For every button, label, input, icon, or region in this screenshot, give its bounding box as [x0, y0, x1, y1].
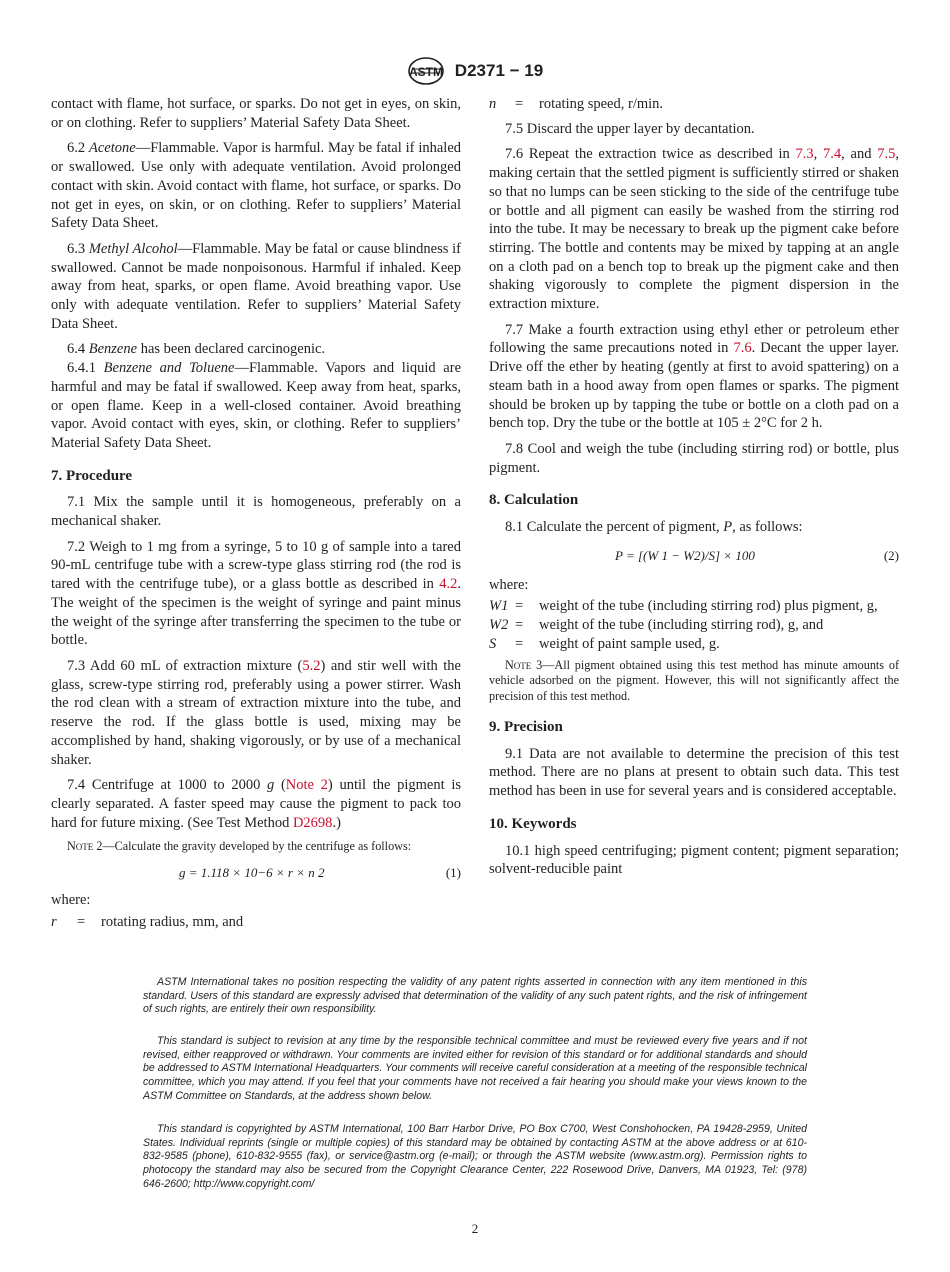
clause-text: . Decant the upper layer. Drive off the ether by heating (gently at first to avoid spattering) on a steam bath in a hood away from open flames or sparks. The pigment should be broken up by tapping the tube or bottle on a cloth pad on a bench top. Dry the tube or the bottle at 105 ± 2°C for 2 h. — [489, 340, 899, 432]
definition-equals: = — [515, 617, 524, 634]
svg-text:ASTM: ASTM — [408, 65, 443, 79]
footer-patent-notice — [143, 976, 807, 1017]
hazard-term: Benzene and Toluene — [103, 360, 235, 377]
clause-text: 7.4 Centrifuge at 1000 to 2000 — [67, 777, 268, 794]
clause-number: 6.2 — [67, 140, 89, 157]
definition-symbol: S — [489, 635, 497, 652]
definition-symbol: r — [51, 913, 57, 930]
definition-text: weight of the tube (including stirring rod), g, and — [539, 617, 824, 634]
paragraph-7-7 — [489, 321, 899, 433]
definition-symbol: W1 — [489, 598, 509, 615]
definition-equals: = — [515, 96, 524, 112]
hazard-term: Benzene — [88, 341, 138, 358]
paragraph-7-6 — [489, 145, 899, 313]
definition-text: weight of paint sample used, g. — [539, 635, 720, 652]
definition-text: rotating speed, r/min. — [539, 96, 664, 112]
reference-link-note-2[interactable]: Note 2 — [285, 777, 328, 794]
clause-text: 7.2 Weigh to 1 mg from a syringe, 5 to 10 g of sample into a tared 90-mL centrifuge tube with a screw-type glass stirring rod (the rod is tared with the centrifuge tube), or a glass bottle as described in — [51, 538, 461, 593]
equation-number: (2) — [883, 547, 899, 563]
definition-equals: = — [515, 598, 524, 615]
astm-logo-icon — [407, 56, 445, 86]
hazard-term: Methyl Alcohol — [88, 240, 178, 257]
where-label: where: — [489, 576, 529, 593]
hazard-term: Acetone — [88, 140, 136, 157]
note-text: —All pigment obtained using this test method has minute amounts of vehicle adsorbed on the pigment. However, this will not significantly affect the precision of this test method. — [489, 657, 900, 703]
footer-text: This standard is copyrighted by ASTM International, 100 Barr Harbor Drive, PO Box C700, West Conshohocken, PA 19428-2959, United States. Individual reprints (single or multiple copies) of this standard may be obtained by contacting ASTM at the above address or at 610-832-9585 (phone), 610-832-9555 (fax), or service@astm.org (e-mail); or through the ASTM website (www.astm.org). Permission rights to photocopy the standard may also be secured from the Copyright Clearance Center, 222 Rosewood Drive, Danvers, MA 01923, Tel: (978) 646-2600; http://www.copyright.com/ — [143, 1123, 807, 1190]
footer-revision-notice — [143, 1035, 807, 1104]
clause-text: ) and stir well with the glass, screw-type stirring rod, preferably using a power stirrer. Wash the rod clean with a stream of extraction mixture into the tube, and reserve the rod. If the glass bottle is used, mixing may be accomplished by hand, shaking vigorously, or by use of a mechanical shaker. — [51, 657, 461, 768]
footer-text: This standard is subject to revision at any time by the responsible technical committee and must be reviewed every five years and if not revised, either reapproved or withdrawn. Your comments are invited either for revision of this standard or for additional standards and should be addressed to ASTM International Headquarters. Your comments will receive careful consideration at a meeting of the responsible technical committee, which you may attend. If you feel that your comments have not received a fair hearing you should make your views known to the ASTM Committee on Standards, at the address shown below. — [143, 1035, 807, 1102]
footer-text: ASTM International takes no position respecting the validity of any patent rights asserted in connection with any item mentioned in this standard. Users of this standard are expressly advised that determination of the validity of any such patent rights, and the risk of infringement of such rights, are entirely their own responsibility. — [143, 976, 807, 1016]
clause-number: 6.3 — [67, 240, 89, 257]
clause-text: ( — [274, 777, 286, 794]
paragraph-6-4 — [51, 340, 461, 359]
clause-text: 7.6 Repeat the extraction twice as described in — [505, 146, 796, 163]
reference-link-5-2[interactable]: 5.2 — [302, 657, 321, 674]
section-heading-procedure: 7. Procedure — [51, 467, 133, 484]
reference-link-7-4[interactable]: 7.4 — [823, 146, 842, 163]
paragraph-7-2 — [51, 538, 461, 650]
right-column — [489, 95, 899, 886]
where-label: where: — [51, 891, 91, 908]
note-3 — [489, 658, 899, 705]
note-label: Note 2 — [67, 839, 103, 854]
section-heading-keywords: 10. Keywords — [489, 815, 577, 832]
document-designation: D2371 − 19 — [454, 61, 544, 80]
section-heading-precision: 9. Precision — [489, 719, 563, 736]
definition-w1 — [489, 597, 899, 616]
equation-number: (1) — [445, 864, 461, 880]
definition-symbol: W2 — [489, 617, 509, 634]
page-number: 2 — [471, 1221, 479, 1236]
equation-1 — [51, 861, 461, 885]
note-2 — [51, 839, 461, 855]
definition-w2 — [489, 616, 899, 635]
definition-equals: = — [515, 635, 524, 652]
paragraph-7-3 — [51, 657, 461, 769]
clause-number: 6.4 — [67, 341, 89, 358]
definition-equals: = — [77, 913, 86, 930]
left-column — [51, 95, 461, 931]
clause-text: , making certain that the settled pigment is sufficiently stirred or shaken so that no lumps can be seen sticking to the side of the centrifuge tube or bottle and all pigment can easily be washed from the stirring rod into the tube. It may be necessary to break up the pigment cake before stirring. The bottle and contents may be mixed by tapping at an angle on a cloth pad on a bench top to break up the pigment cake and then shaking vigorously to complete the pigment dispersion in the extraction mixture. — [489, 146, 899, 313]
clause-number: 6.4.1 — [67, 360, 104, 377]
paragraph-6-2 — [51, 139, 461, 233]
equation-2 — [489, 544, 899, 568]
paragraph-6-4-1 — [51, 359, 461, 453]
clause-text: .) — [332, 814, 341, 831]
definition-text: weight of the tube (including stirring rod) plus pigment, g, — [539, 598, 878, 615]
clause-text: , — [813, 146, 824, 163]
paragraph-7-5: 7.5 Discard the upper layer by decantation. — [505, 120, 755, 137]
paragraph-7-4 — [51, 776, 461, 832]
paragraph-7-8: 7.8 Cool and weigh the tube (including stirring rod) or bottle, plus pigment. — [489, 440, 899, 476]
definition-r — [51, 913, 461, 932]
paragraph-10-1: 10.1 high speed centrifuging; pigment content; pigment separation; solvent-reducible paint — [489, 842, 899, 878]
clause-text: has been declared carcinogenic. — [137, 341, 326, 358]
note-text: —Calculate the gravity developed by the centrifuge as follows: — [102, 839, 412, 854]
reference-link-d2698[interactable]: D2698 — [292, 814, 333, 831]
equation-formula: g = 1.118 × 10−6 × r × n 2 — [179, 864, 325, 880]
paragraph-continued: contact with flame, hot surface, or sparks. Do not get in eyes, on skin, or on clothing. Refer to suppliers’ Material Safety Data Sheet. — [51, 96, 461, 131]
clause-text: , and — [841, 146, 878, 163]
definition-text: rotating radius, mm, and — [101, 913, 244, 930]
page-header — [0, 56, 950, 86]
reference-link-7-5[interactable]: 7.5 — [877, 146, 896, 163]
clause-text: 7.3 Add 60 mL of extraction mixture ( — [67, 657, 303, 674]
paragraph-7-1: 7.1 Mix the sample until it is homogeneous, preferably on a mechanical shaker. — [51, 494, 461, 530]
reference-link-7-3[interactable]: 7.3 — [795, 146, 814, 163]
definition-symbol: n — [489, 96, 497, 112]
equation-formula: P = [(W 1 − W2)/S] × 100 — [615, 547, 755, 563]
gravity-symbol: g — [267, 777, 275, 794]
paragraph-8-1 — [489, 518, 899, 537]
clause-text: , as follows: — [732, 519, 803, 536]
clause-text: —Flammable. Vapor is harmful. May be fatal if inhaled or swallowed. Use only with adequate ventilation. Avoid prolonged contact with skin. Avoid contact with flame, hot surface, or sparks. Do not get in eyes, on skin, or on clothing. Refer to suppliers’ Material Safety Data Sheet. — [51, 140, 462, 232]
note-label: Note 3 — [505, 657, 543, 672]
reference-link-7-6[interactable]: 7.6 — [733, 340, 752, 357]
footer-copyright-notice — [143, 1123, 807, 1192]
pigment-symbol: P — [723, 519, 733, 536]
clause-text: ) until the pigment is clearly separated. A faster speed may cause the pigment to pack too hard for future mixing. (See Test Method — [51, 777, 461, 831]
section-heading-calculation: 8. Calculation — [489, 492, 579, 509]
definition-n — [489, 95, 899, 114]
clause-text: —Flammable. Vapors and liquid are harmful and may be fatal if swallowed. Keep away from heat, sparks, or open flame. Keep in a well-closed container. Avoid breathing vapor. Avoid contact with eyes, skin, or clothing. Refer to suppliers’ Material Safety Data Sheet. — [51, 360, 461, 451]
reference-link-4-2[interactable]: 4.2 — [439, 576, 458, 593]
clause-text: 8.1 Calculate the percent of pigment, — [505, 519, 724, 536]
paragraph-9-1: 9.1 Data are not available to determine the precision of this test method. There are no plans at present to obtain such data. This test method has been in use for several years and is considered acceptable. — [489, 745, 899, 800]
definition-s — [489, 635, 899, 654]
clause-text: . The weight of the specimen is the weight of syringe and paint minus the weight of the syringe after transferring the specimen to the tube or bottle. — [51, 576, 461, 649]
clause-text: 7.7 Make a fourth extraction using ethyl ether or petroleum ether following the same precautions noted in — [489, 321, 899, 357]
paragraph-6-3 — [51, 240, 461, 334]
clause-text: —Flammable. May be fatal or cause blindness if swallowed. Cannot be made nonpoisonous. Harmful if inhaled. Keep away from heat, sparks, or open flame. Avoid breathing vapor. Use only with adequate ventilation. Refer to suppliers’ Material Safety Data Sheet. — [51, 240, 461, 332]
